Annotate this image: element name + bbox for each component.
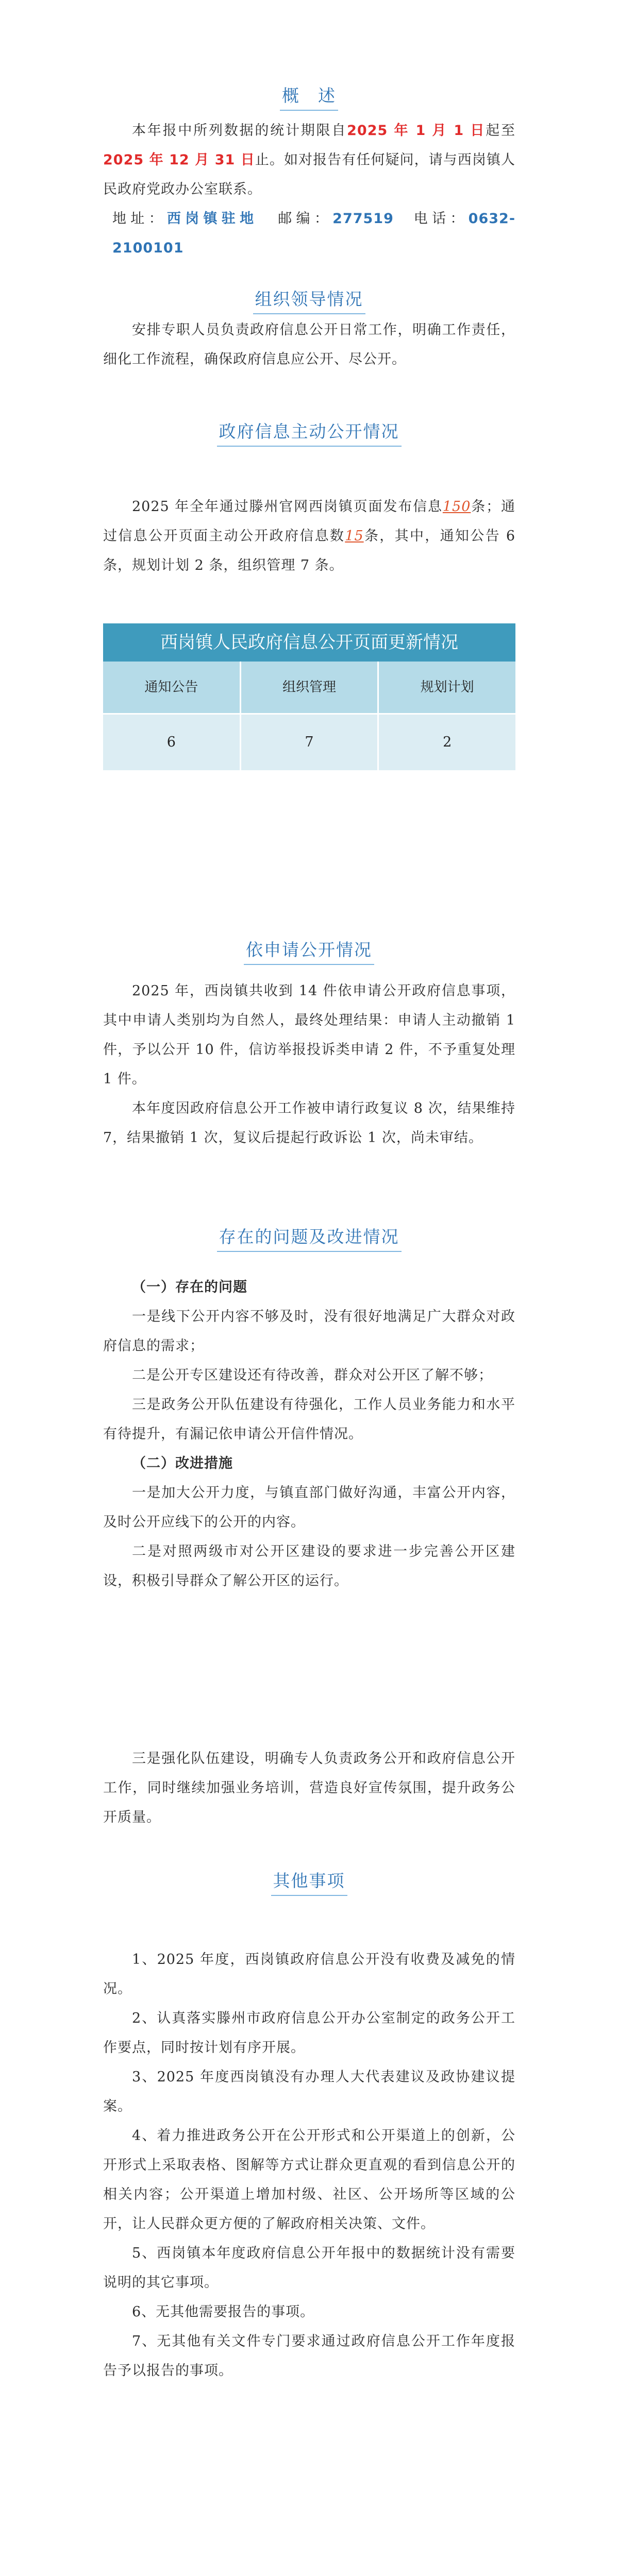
section-title-proactive-text: 政府信息主动公开情况 bbox=[217, 418, 402, 447]
problems-paragraph-5: 二是对照两级市对公开区建设的要求进一步完善公开区建设，积极引导群众了解公开区的运行。 bbox=[103, 1544, 515, 1589]
problems-block-continued bbox=[103, 1744, 515, 1832]
zip-value: 277519 bbox=[332, 211, 394, 227]
site-post-count: 150 bbox=[442, 499, 471, 515]
problems-block bbox=[103, 1273, 515, 1596]
other-item-5: 5、西岗镇本年度政府信息公开年报中的数据统计没有需要说明的其它事项。 bbox=[103, 2245, 515, 2291]
section-title-application-text: 依申请公开情况 bbox=[244, 937, 374, 965]
section-title-problems-text: 存在的问题及改进情况 bbox=[217, 1224, 402, 1252]
other-item-4: 4、着力推进政务公开在公开形式和公开渠道上的创新，公开形式上采取表格、图解等方式让群众更直观的看到信息公开的相关内容；公开渠道上增加村级、社区、公开场所等区域的公开，让人民群众更方便的了解政府相关决策、文件。 bbox=[103, 2128, 515, 2232]
section-title-overview-text: 概 述 bbox=[280, 82, 338, 111]
other-item-2: 2、认真落实滕州市政府信息公开办公室制定的政务公开工作要点，同时按计划有序开展。 bbox=[103, 2010, 515, 2056]
date-end: 2025 年 12 月 31 日 bbox=[103, 152, 255, 168]
section-title-other-text: 其他事项 bbox=[271, 1868, 347, 1896]
table-row bbox=[103, 715, 515, 770]
table-header-notice: 通知公告 bbox=[103, 662, 241, 713]
section-title-application bbox=[0, 937, 618, 965]
overview-block bbox=[103, 116, 515, 263]
overview-text-c: 止。如对报告有任何疑问，请与西岗镇人民政府党政办公室联系。 bbox=[103, 152, 516, 197]
leadership-paragraph: 安排专职人员负责政府信息公开日常工作，明确工作责任，细化工作流程，确保政府信息应公开、尽公开。 bbox=[103, 322, 515, 367]
table-header-planning: 规划计划 bbox=[379, 662, 515, 713]
proactive-text-c: 条，其中，通知公告 6 条，规划计划 2 条，组织管理 7 条。 bbox=[103, 528, 516, 573]
section-title-overview bbox=[0, 82, 618, 111]
section-title-leadership-text: 组织领导情况 bbox=[253, 286, 365, 314]
proactive-text-a: 2025 年全年通过滕州官网西岗镇页面发布信息 bbox=[132, 499, 443, 515]
update-stats-table bbox=[103, 623, 515, 770]
tel-value: 0632-2100101 bbox=[112, 211, 516, 256]
other-item-6: 6、无其他需要报告的事项。 bbox=[132, 2304, 315, 2320]
section-title-proactive bbox=[0, 418, 618, 447]
problems-heading-measures: （二）改进措施 bbox=[132, 1455, 233, 1471]
problems-heading-issues: （一）存在的问题 bbox=[132, 1279, 247, 1295]
overview-text-a: 本年报中所列数据的统计期限自 bbox=[132, 123, 347, 139]
zip-label: 邮编： bbox=[278, 211, 333, 227]
other-item-1: 1、2025 年度，西岗镇政府信息公开没有收费及减免的情况。 bbox=[103, 1952, 515, 1997]
table-header-organization: 组织管理 bbox=[241, 662, 379, 713]
problems-paragraph-2: 二是公开专区建设还有待改善，群众对公开区了解不够； bbox=[132, 1367, 493, 1383]
tel-label: 电话： bbox=[413, 211, 469, 227]
application-paragraph-2: 本年度因政府信息公开工作被申请行政复议 8 次，结果维持 7，结果撤销 1 次，复议后提起行政诉讼 1 次，尚未审结。 bbox=[103, 1100, 515, 1146]
date-start: 2025 年 1 月 1 日 bbox=[347, 123, 486, 139]
overview-text-b: 起至 bbox=[486, 123, 515, 139]
table-cell-notice: 6 bbox=[103, 715, 241, 770]
application-paragraph-1: 2025 年，西岗镇共收到 14 件依申请公开政府信息事项，其中申请人类别均为自然人，最终处理结果：申请人主动撤销 1 件，予以公开 10 件，信访举报投诉类申请 2 件，不予重复处理 1 件。 bbox=[103, 983, 515, 1087]
problems-paragraph-3: 三是政务公开队伍建设有待强化，工作人员业务能力和水平有待提升，有漏记依申请公开信件情况。 bbox=[103, 1397, 515, 1442]
table-cell-planning: 2 bbox=[379, 715, 515, 770]
proactive-text-b: 条；通过信息公开页面主动公开政府信息数 bbox=[103, 499, 516, 544]
address-value: 西岗镇驻地 bbox=[166, 211, 258, 227]
section-title-other bbox=[0, 1868, 618, 1896]
section-title-leadership bbox=[0, 286, 618, 314]
proactive-paragraph bbox=[103, 492, 515, 580]
open-info-count: 15 bbox=[345, 528, 364, 544]
application-block bbox=[103, 976, 515, 1153]
problems-paragraph-4: 一是加大公开力度，与镇直部门做好沟通，丰富公开内容，及时公开应线下的公开的内容。 bbox=[103, 1485, 515, 1530]
overview-paragraph bbox=[103, 116, 515, 204]
proactive-block bbox=[103, 492, 515, 580]
section-title-problems bbox=[0, 1224, 618, 1252]
problems-paragraph-6: 三是强化队伍建设，明确专人负责政务公开和政府信息公开工作，同时继续加强业务培训，营造良好宣传氛围，提升政务公开质量。 bbox=[103, 1751, 515, 1825]
other-block bbox=[103, 1945, 515, 2385]
address-label: 地址： bbox=[112, 211, 167, 227]
leadership-block bbox=[103, 315, 515, 374]
table-header-row bbox=[103, 662, 515, 713]
other-item-3: 3、2025 年度西岗镇没有办理人大代表建议及政协建议提案。 bbox=[103, 2069, 515, 2114]
contact-line bbox=[103, 204, 515, 263]
problems-paragraph-1: 一是线下公开内容不够及时，没有很好地满足广大群众对政府信息的需求； bbox=[103, 1309, 515, 1354]
table-title: 西岗镇人民政府信息公开页面更新情况 bbox=[103, 623, 515, 662]
other-item-7: 7、无其他有关文件专门要求通过政府信息公开工作年度报告予以报告的事项。 bbox=[103, 2333, 515, 2379]
table-cell-organization: 7 bbox=[241, 715, 379, 770]
